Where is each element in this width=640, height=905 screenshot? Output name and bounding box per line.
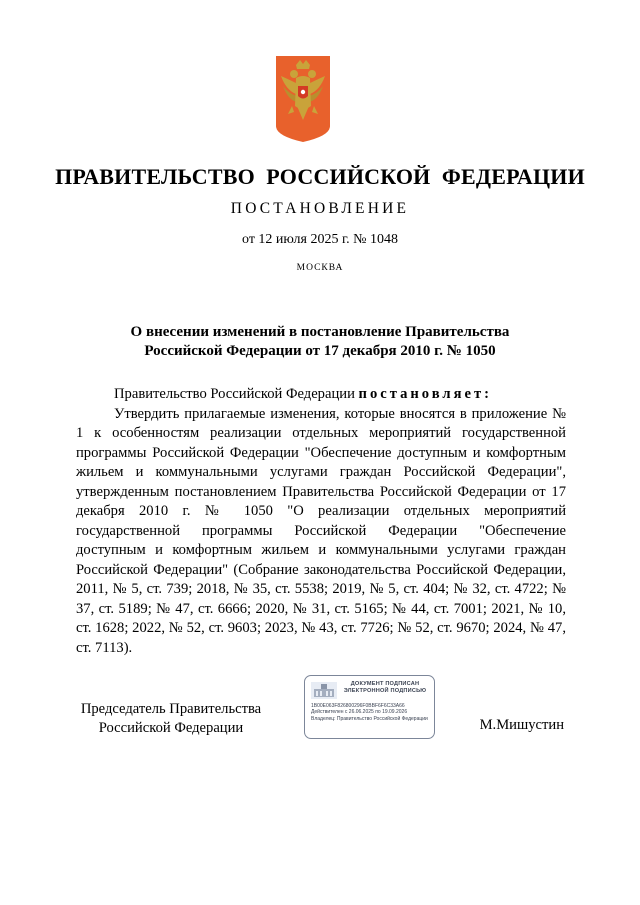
signer-name: М.Мишустин [479,717,564,733]
certificate-number: 1B00E063F826800296F0BBF6F6C33A66 [311,703,405,709]
main-paragraph: Утвердить прилагаемые изменения, которые вносятся в приложение № 1 к особенностям реализации отдельных мероприятий государственной программы Российской Федерации "Обеспечение доступным и комфортным жильем и коммунальными услугами граждан Российской Федерации", утвержденным постановлением Правительства Российской Федерации от 17 декабря 2010 г. № 1050 "О реализации отдельных мероприятий государственной программы Российской Федерации "Обеспечение доступным и комфортным жильем и коммунальными услугами граждан Российской Федерации" (Собрание законодательства Российской Федерации, 2011, № 5, ст. 739; 2018, № 35, ст. 5538; 2019, № 5, ст. 404; № 32, ст. 4722; № 37, ст. 5189; № 47, ст. 6666; 2020, № 31, ст. 5165; № 44, ст. 7001; 2021, № 10, ст. 1628; 2022, № 52, ст. 9603; 2023, № 43, ст. 7726; № 52, ст. 9670; 2024, № 47, ст. 7113). [76,405,566,656]
coat-of-arms-icon [276,56,330,142]
preamble-text: Правительство Российской Федерации [114,386,359,402]
document-city: МОСКВА [296,263,344,273]
government-title: ПРАВИТЕЛЬСТВО РОССИЙСКОЙ ФЕДЕРАЦИИ [55,164,585,189]
document-subject [80,323,560,361]
document-type: ПОСТАНОВЛЕНИЕ [230,200,410,217]
document-date-number: от 12 июля 2025 г. № 1048 [242,232,398,247]
stamp-details [311,703,433,722]
decree-word: постановляет: [358,386,492,402]
signer-title-line-2: Российской Федерации [98,720,244,736]
stamp-heading-line-2: ЭЛЕКТРОННОЙ ПОДПИСЬЮ [343,688,427,694]
government-building-icon [311,682,337,699]
stamp-heading-line-1: ДОКУМЕНТ ПОДПИСАН [350,681,420,687]
preamble-paragraph [76,385,566,405]
certificate-validity: Действителен с 26.06.2025 по 19.09.2026 [311,709,408,716]
subject-line-2: Российской Федерации от 17 декабря 2010 г. № 1050 [144,343,496,359]
certificate-owner: Владелец: Правительство Российской Федерации [311,715,428,722]
signer-title-line-1: Председатель Правительства [80,701,262,717]
document-body [76,385,566,658]
subject-line-1: О внесении изменений в постановление Правительства [130,324,510,340]
signer-title [76,700,266,738]
electronic-signature-stamp [304,675,435,739]
stamp-heading [339,681,431,695]
